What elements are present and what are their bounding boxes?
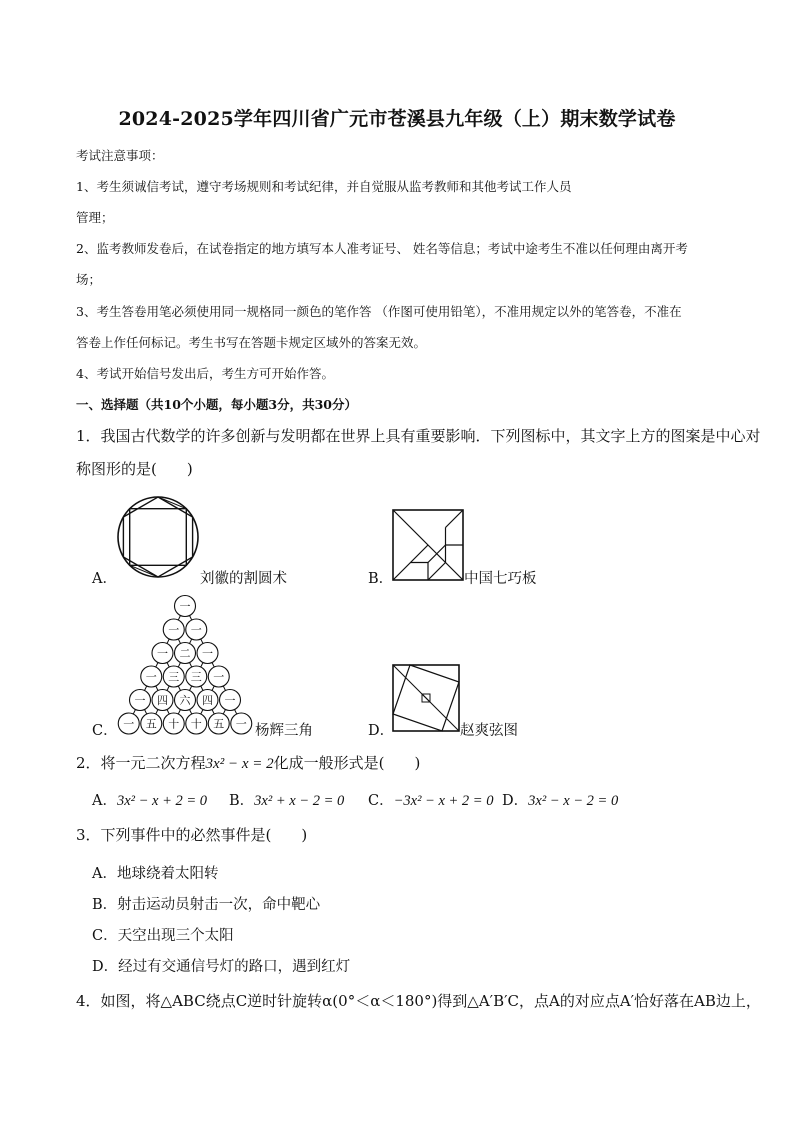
q2-option-d-expr: 3x² − x − 2 = 0 xyxy=(528,793,619,809)
notice-item-2-cont: 场； xyxy=(76,272,102,287)
yanghui-node-label: 一 xyxy=(179,600,191,613)
question-2-prefix: 2．将一元二次方程 xyxy=(76,754,206,772)
yanghui-node-label: 三 xyxy=(190,670,202,684)
notice-item-3: 3、考生答卷用笔必须使用同一规格同一颜色的笔作答 （作图可使用铅笔），不准用规定以外的笔答卷，不准在 xyxy=(76,304,682,319)
yanghui-node-label: 五 xyxy=(213,717,225,731)
yanghui-node-label: 十 xyxy=(190,717,202,731)
question-2-suffix: 化成一般形式是( ) xyxy=(273,754,421,772)
q3-option-c[interactable]: C．天空出现三个太阳 xyxy=(92,928,234,944)
q1-option-b-letter[interactable]: B． xyxy=(368,571,394,587)
q2-option-c-letter: C． xyxy=(368,793,394,809)
liuhui-circle-figure xyxy=(116,495,200,579)
question-2-text xyxy=(76,752,420,773)
q1-option-c-caption: 杨辉三角 xyxy=(255,723,313,739)
yanghui-node-label: 一 xyxy=(134,694,146,707)
q1-option-c-letter[interactable]: C． xyxy=(92,723,118,739)
q1-option-a-letter[interactable]: A． xyxy=(92,571,117,587)
yanghui-node-label: 一 xyxy=(224,694,236,707)
q3-option-d[interactable]: D．经过有交通信号灯的路口，遇到红灯 xyxy=(92,959,351,975)
yanghui-node-label: 一 xyxy=(202,647,213,660)
yanghui-triangle-figure xyxy=(114,594,256,736)
q2-option-d[interactable] xyxy=(502,789,618,810)
notice-item-4: 4、考试开始信号发出后，考生方可开始作答。 xyxy=(76,366,334,381)
tangram-figure xyxy=(392,509,464,581)
notice-item-3-cont: 答卷上作任何标记。考生书写在答题卡规定区域外的答案无效。 xyxy=(76,335,427,350)
yanghui-node-label: 一 xyxy=(190,623,202,637)
yanghui-node-label: 二 xyxy=(179,647,191,660)
q1-option-d-letter[interactable]: D． xyxy=(368,723,395,739)
q2-option-d-letter: D． xyxy=(502,793,529,809)
yanghui-node-label: 三 xyxy=(168,670,180,684)
yanghui-node-label: 四 xyxy=(157,694,168,707)
q3-option-a[interactable]: A．地球绕着太阳转 xyxy=(92,866,219,882)
question-3-text: 3．下列事件中的必然事件是( ) xyxy=(76,826,308,844)
q2-option-c[interactable] xyxy=(368,789,493,810)
yanghui-node-label: 六 xyxy=(179,694,191,707)
question-4-text: 4．如图，将△ABC绕点C逆时针旋转α(0°＜α＜180°)得到△A′B′C，点A的对应点A′恰好落在AB边上， xyxy=(76,992,761,1010)
q2-option-a[interactable] xyxy=(92,789,207,810)
q2-option-b[interactable] xyxy=(229,789,344,810)
notice-item-2: 2、监考教师发卷后，在试卷指定的地方填写本人准考证号、 姓名等信息；考试中途考生不准以任何理由离开考 xyxy=(76,241,688,256)
page-title: 2024-2025学年四川省广元市苍溪县九年级（上）期末数学试卷 xyxy=(118,108,676,130)
yanghui-node-label: 一 xyxy=(213,670,225,684)
question-1-text-cont: 称图形的是( ) xyxy=(76,460,193,478)
q2-option-a-letter: A． xyxy=(92,793,117,809)
yanghui-node-label: 四 xyxy=(202,694,213,707)
yanghui-node-label: 一 xyxy=(145,670,157,684)
q1-option-b-caption: 中国七巧板 xyxy=(464,571,537,587)
notice-item-1-cont: 管理； xyxy=(76,210,114,225)
question-2-equation: 3x² − x = 2 xyxy=(205,756,274,772)
notice-item-1: 1、考生须诚信考试，遵守考场规则和考试纪律，并自觉服从监考教师和其他考试工作人员 xyxy=(76,179,572,194)
yanghui-node-label: 一 xyxy=(168,623,180,637)
section-heading: 一、选择题（共10个小题，每小题3分，共30分） xyxy=(76,397,357,412)
zhaoshuang-figure xyxy=(392,664,460,732)
q2-option-c-expr: −3x² − x + 2 = 0 xyxy=(393,793,494,809)
q2-option-a-expr: 3x² − x + 2 = 0 xyxy=(116,793,208,809)
yanghui-node-label: 十 xyxy=(168,717,180,731)
q2-option-b-letter: B． xyxy=(229,793,255,809)
yanghui-node-label: 一 xyxy=(157,647,168,660)
question-1-text: 1．我国古代数学的许多创新与发明都在世界上具有重要影响．下列图标中，其文字上方的图案是中心对 xyxy=(76,427,761,445)
q1-option-d-caption: 赵爽弦图 xyxy=(460,723,518,739)
q1-option-a-caption: 刘徽的割圆术 xyxy=(200,571,287,587)
yanghui-node-label: 一 xyxy=(123,717,135,731)
yanghui-node-label: 五 xyxy=(145,717,157,731)
yanghui-node-label: 一 xyxy=(235,717,247,731)
q2-option-b-expr: 3x² + x − 2 = 0 xyxy=(254,793,345,809)
q3-option-b[interactable]: B．射击运动员射击一次，命中靶心 xyxy=(92,897,321,913)
notice-heading: 考试注意事项： xyxy=(76,148,164,163)
